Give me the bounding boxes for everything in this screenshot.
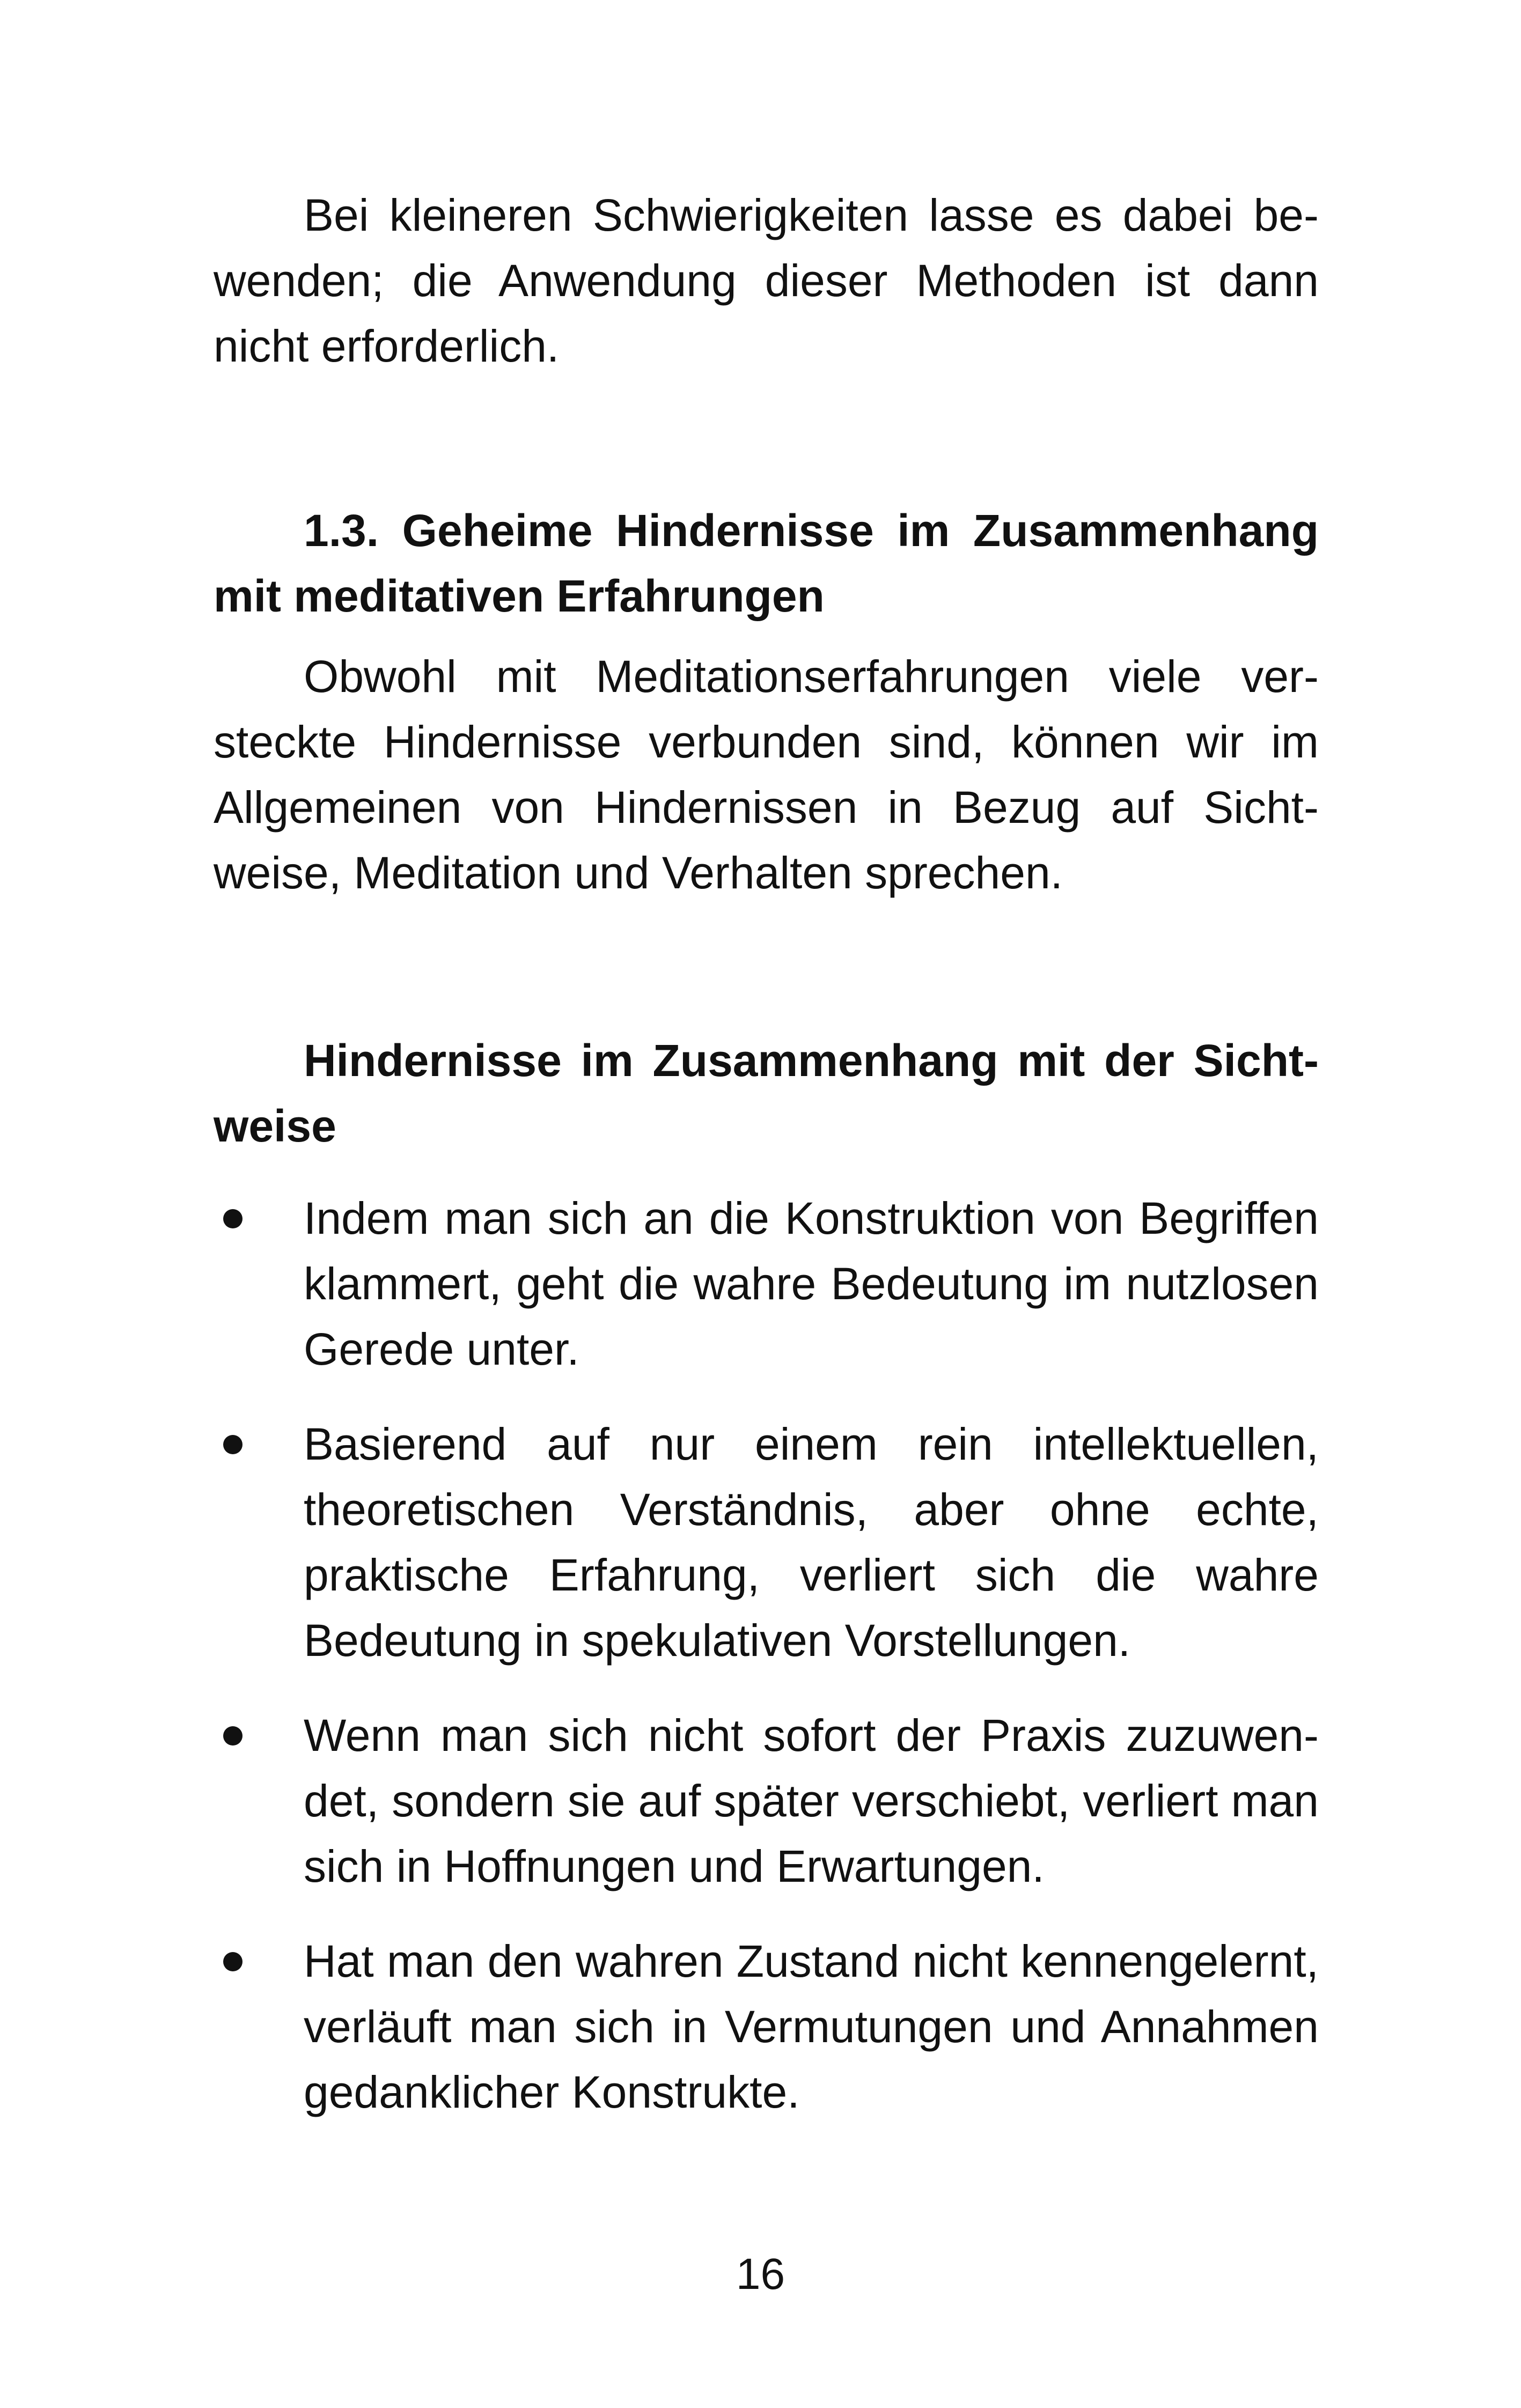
list-item-text: Indem man sich an die Konstruktion von Begriffen klammert, geht die wahre Bedeutung im nutzlosen Gerede unter. xyxy=(304,1193,1319,1374)
section-heading: 1.3. Geheime Hindernisse im Zusammenhang mit meditativen Erfahrungen xyxy=(214,505,1319,621)
subheading: Hindernisse im Zusammenhang mit der Sichtweise xyxy=(214,1035,1319,1151)
list-item-text: Hat man den wahren Zustand nicht kennengelernt, verläuft man sich in Vermutungen und Annahmen gedanklicher Konstrukte. xyxy=(304,1936,1319,2117)
intro-paragraph: Bei kleineren Schwierigkeiten lasse es dabei bewenden; die Anwendung dieser Methoden ist dann nicht erforderlich. xyxy=(214,190,1319,371)
bullet-icon xyxy=(223,1726,243,1746)
section-paragraph: Obwohl mit Meditationserfahrungen viele versteckte Hindernisse verbunden sind, können wir im Allgemeinen von Hindernissen in Bezug auf Sichtweise, Meditation und Verhalten sprechen. xyxy=(214,651,1319,898)
page-content xyxy=(214,182,1319,2154)
list-item-text: Wenn man sich nicht sofort der Praxis zuzuwendet, sondern sie auf später verschiebt, verliert man sich in Hoffnungen und Erwartungen. xyxy=(304,1710,1319,1891)
bullet-icon xyxy=(223,1209,243,1228)
list-item xyxy=(214,1703,1319,1899)
page-number: 16 xyxy=(736,2250,785,2299)
bullet-icon xyxy=(223,1952,243,1971)
list-item xyxy=(214,1185,1319,1382)
bullet-list xyxy=(214,1185,1319,2125)
list-item xyxy=(214,1411,1319,1673)
list-item xyxy=(214,1928,1319,2125)
bullet-icon xyxy=(223,1435,243,1454)
list-item-text: Basierend auf nur einem rein intellektuellen, theoretischen Verständnis, aber ohne echte, praktische Erfahrung, verliert sich die wahre Bedeutung in spekulativen Vorstellungen. xyxy=(304,1419,1319,1666)
